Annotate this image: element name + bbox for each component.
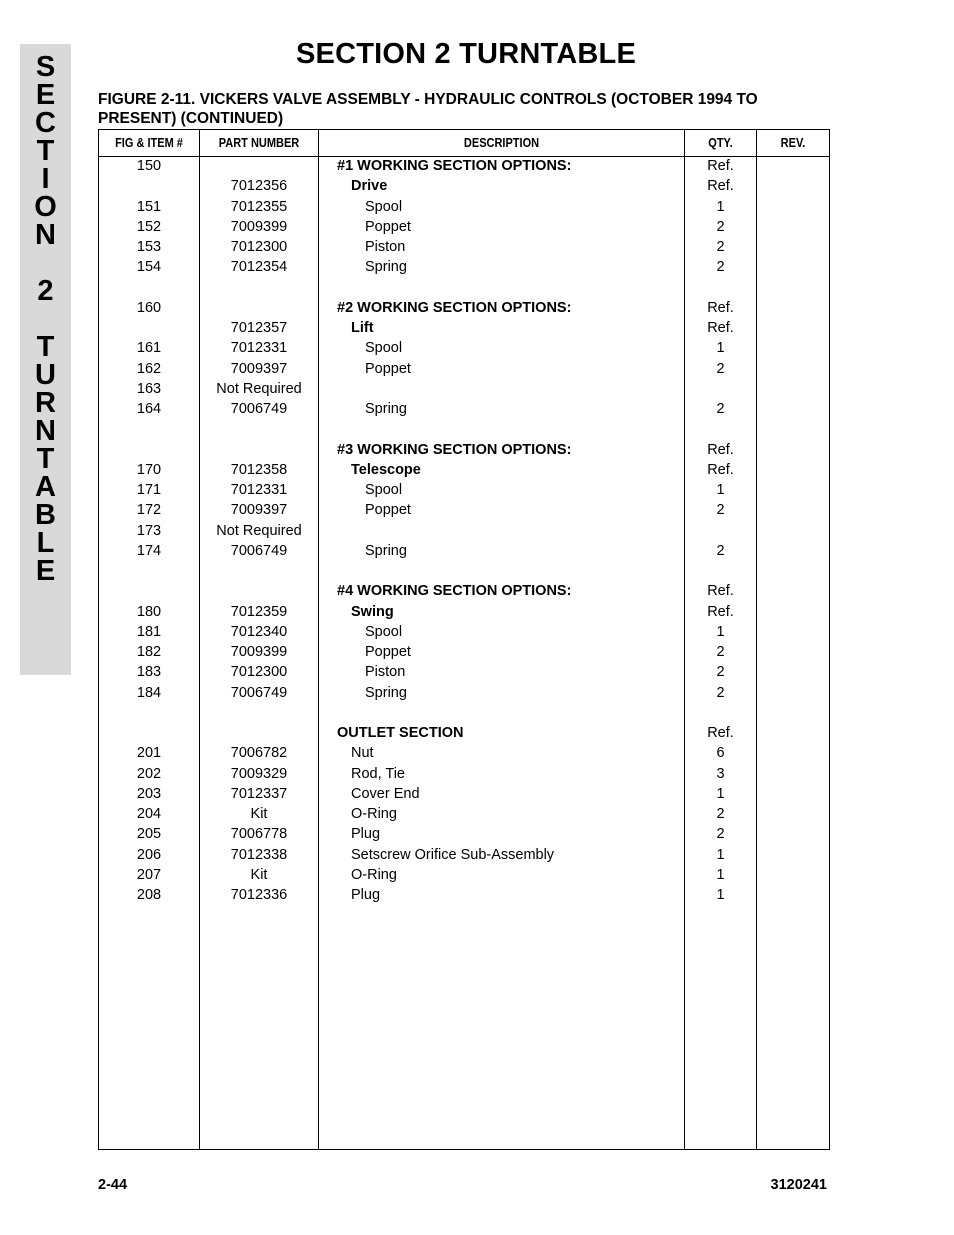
description-cell: Telescope	[351, 461, 421, 478]
table-row	[99, 723, 829, 743]
description-cell: Drive	[351, 178, 388, 195]
item-number-cell: 160	[136, 299, 162, 316]
table-row	[99, 662, 829, 682]
part-number-cell: 7009397	[230, 502, 288, 519]
table-row	[99, 500, 829, 520]
description-cell: Spring	[365, 542, 407, 559]
description-cell: Spool	[365, 340, 403, 357]
table-row	[99, 581, 829, 601]
part-number-cell: 7009329	[230, 765, 288, 782]
description-cell: #2 WORKING SECTION OPTIONS:	[337, 299, 572, 316]
description-cell: OUTLET SECTION	[337, 725, 464, 741]
part-number-cell: Not Required	[216, 522, 302, 539]
side-tab-letter: C	[35, 107, 56, 139]
qty-cell: Ref.	[707, 320, 734, 336]
description-cell: Spool	[365, 623, 403, 640]
side-tab-letter: A	[35, 471, 56, 503]
description-cell: Nut	[351, 745, 374, 762]
table-row	[99, 784, 829, 804]
description-cell: Spring	[365, 684, 407, 701]
qty-cell: Ref.	[707, 603, 734, 620]
table-row	[99, 257, 829, 277]
side-tab-letter: U	[35, 359, 56, 391]
table-row	[99, 399, 829, 419]
part-number-cell: Not Required	[216, 380, 302, 397]
qty-cell: 2	[716, 826, 725, 843]
table-row	[99, 460, 829, 480]
table-row	[99, 845, 829, 865]
qty-cell: 1	[716, 340, 725, 357]
item-number-cell: 152	[136, 218, 162, 235]
item-number-cell: 170	[136, 461, 162, 478]
side-tab-letter: S	[35, 51, 56, 83]
table-row	[99, 278, 829, 298]
item-number-cell: 208	[136, 887, 162, 903]
part-number-cell: 7009397	[230, 360, 288, 377]
table-row	[99, 379, 829, 399]
item-number-cell: 172	[136, 502, 162, 519]
table-row	[99, 541, 829, 561]
description-cell: Swing	[351, 603, 394, 620]
item-number-cell: 174	[136, 542, 162, 559]
part-number-cell: 7012340	[230, 623, 288, 640]
item-number-cell: 150	[136, 158, 162, 174]
parts-table	[98, 129, 830, 1150]
document-number: 3120241	[770, 1177, 827, 1193]
qty-cell: Ref.	[707, 583, 734, 600]
part-number-cell: 7012338	[230, 846, 288, 863]
description-cell: #4 WORKING SECTION OPTIONS:	[337, 583, 572, 600]
description-cell: Poppet	[365, 644, 411, 660]
qty-cell: Ref.	[707, 299, 734, 316]
qty-cell: 2	[716, 806, 725, 822]
item-number-cell: 182	[136, 644, 162, 660]
description-cell: Poppet	[365, 360, 411, 377]
qty-cell: Ref.	[707, 158, 734, 174]
item-number-cell: 207	[136, 866, 162, 883]
table-row	[99, 804, 829, 824]
qty-cell: 2	[716, 239, 725, 255]
description-cell: Poppet	[365, 218, 411, 235]
part-number-cell: 7009399	[230, 644, 288, 660]
table-row	[99, 865, 829, 885]
qty-cell: 1	[716, 623, 725, 640]
table-row	[99, 176, 829, 196]
description-cell: Cover End	[351, 785, 420, 802]
item-number-cell: 183	[136, 664, 162, 681]
item-number-cell: 162	[136, 360, 162, 377]
qty-cell: 1	[716, 482, 725, 498]
part-number-cell: Kit	[250, 866, 268, 883]
description-cell: Poppet	[365, 502, 411, 519]
column-header-qty: QTY.	[708, 136, 733, 150]
side-tab-letter: 2	[37, 275, 54, 307]
item-number-cell: 204	[136, 806, 162, 822]
item-number-cell: 202	[136, 765, 162, 782]
page-number: 2-44	[98, 1177, 128, 1193]
qty-cell: 2	[716, 502, 725, 519]
side-tab-letter: R	[35, 387, 56, 419]
table-row	[99, 318, 829, 338]
side-tab-letter: B	[35, 499, 56, 531]
description-cell: Spring	[365, 259, 407, 276]
description-cell: Lift	[351, 320, 374, 336]
side-tab-letter: L	[36, 527, 55, 559]
part-number-cell: 7006749	[230, 684, 288, 701]
item-number-cell: 151	[136, 198, 162, 215]
description-cell: Spring	[365, 401, 407, 417]
qty-cell: 2	[716, 401, 725, 417]
description-cell: Plug	[351, 826, 381, 843]
qty-cell: 2	[716, 684, 725, 701]
item-number-cell: 154	[136, 259, 162, 276]
description-cell: Setscrew Orifice Sub-Assembly	[351, 846, 555, 863]
part-number-cell: 7006749	[230, 542, 288, 559]
side-tab-letter: E	[35, 555, 56, 587]
part-number-cell: 7012358	[230, 461, 288, 478]
table-row	[99, 419, 829, 439]
figure-title: FIGURE 2-11. VICKERS VALVE ASSEMBLY - HYDRAULIC CONTROLS (OCTOBER 1994 TO PRESENT) (CONTINUED)	[98, 91, 758, 127]
part-number-cell: Kit	[250, 806, 268, 822]
qty-cell: 2	[716, 542, 725, 559]
table-row	[99, 885, 829, 905]
table-row	[99, 156, 829, 176]
qty-cell: 1	[716, 785, 725, 802]
item-number-cell: 161	[136, 340, 162, 357]
description-cell: Plug	[351, 887, 381, 903]
qty-cell: Ref.	[707, 441, 734, 458]
part-number-cell: 7006782	[230, 745, 288, 762]
side-tab-letter: T	[36, 331, 55, 363]
qty-cell: 1	[716, 198, 725, 215]
table-row	[99, 561, 829, 581]
table-row	[99, 824, 829, 844]
description-cell: #3 WORKING SECTION OPTIONS:	[337, 441, 572, 458]
item-number-cell: 205	[136, 826, 162, 843]
qty-cell: 2	[716, 664, 725, 681]
table-row	[99, 743, 829, 763]
item-number-cell: 203	[136, 785, 162, 802]
table-row	[99, 338, 829, 358]
part-number-cell: 7012356	[230, 178, 288, 195]
side-tab-letter: N	[35, 415, 56, 447]
table-row	[99, 521, 829, 541]
qty-cell: 2	[716, 360, 725, 377]
item-number-cell: 171	[136, 482, 162, 498]
part-number-cell: 7006778	[230, 826, 288, 843]
table-row	[99, 480, 829, 500]
part-number-cell: 7012357	[230, 320, 288, 336]
qty-cell: 1	[716, 887, 725, 903]
part-number-cell: 7012331	[230, 340, 288, 357]
table-row	[99, 298, 829, 318]
table-row	[99, 642, 829, 662]
table-row	[99, 237, 829, 257]
column-header-part-number: PART NUMBER	[218, 136, 300, 150]
page-title: SECTION 2 TURNTABLE	[296, 38, 636, 70]
part-number-cell: 7006749	[230, 401, 288, 417]
qty-cell: 2	[716, 259, 725, 276]
item-number-cell: 164	[136, 401, 162, 417]
description-cell: O-Ring	[351, 806, 397, 822]
part-number-cell: 7012337	[230, 785, 288, 802]
item-number-cell: 184	[136, 684, 162, 701]
qty-cell: Ref.	[707, 461, 734, 478]
description-cell: #1 WORKING SECTION OPTIONS:	[337, 158, 572, 174]
item-number-cell: 206	[136, 846, 162, 863]
column-header-item: FIG & ITEM #	[115, 136, 183, 150]
table-row	[99, 217, 829, 237]
table-row	[99, 764, 829, 784]
item-number-cell: 153	[136, 239, 162, 255]
qty-cell: 1	[716, 846, 725, 863]
table-row	[99, 197, 829, 217]
part-number-cell: 7012336	[230, 887, 288, 903]
column-header-description: DESCRIPTION	[463, 136, 540, 150]
description-cell: Rod, Tie	[351, 765, 405, 782]
part-number-cell: 7012331	[230, 482, 288, 498]
part-number-cell: 7012300	[230, 664, 288, 681]
item-number-cell: 163	[136, 380, 162, 397]
qty-cell: Ref.	[707, 725, 734, 741]
description-cell: Piston	[365, 664, 406, 681]
side-tab-letter: O	[34, 191, 57, 223]
side-tab-letter: N	[35, 219, 56, 251]
part-number-cell: 7009399	[230, 218, 288, 235]
table-row	[99, 683, 829, 703]
part-number-cell: 7012359	[230, 603, 288, 620]
item-number-cell: 173	[136, 522, 162, 539]
qty-cell: 2	[716, 644, 725, 660]
qty-cell: 1	[716, 866, 725, 883]
qty-cell: 2	[716, 218, 725, 235]
table-row	[99, 359, 829, 379]
description-cell: O-Ring	[351, 866, 397, 883]
column-header-rev: REV.	[780, 136, 806, 150]
qty-cell: Ref.	[707, 178, 734, 195]
side-tab-letter: I	[41, 163, 50, 195]
part-number-cell: 7012300	[230, 239, 288, 255]
table-row	[99, 703, 829, 723]
description-cell: Spool	[365, 482, 403, 498]
description-cell: Spool	[365, 198, 403, 215]
table-row	[99, 602, 829, 622]
part-number-cell: 7012355	[230, 198, 288, 215]
part-number-cell: 7012354	[230, 259, 288, 276]
description-cell: Piston	[365, 239, 406, 255]
side-tab-letter: T	[36, 135, 55, 167]
side-tab-letter: E	[35, 79, 56, 111]
section-side-tab	[20, 44, 71, 675]
item-number-cell: 201	[136, 745, 162, 762]
qty-cell: 6	[716, 745, 725, 762]
item-number-cell: 181	[136, 623, 162, 640]
side-tab-letter: T	[36, 443, 55, 475]
table-row	[99, 440, 829, 460]
qty-cell: 3	[716, 765, 725, 782]
table-row	[99, 622, 829, 642]
item-number-cell: 180	[136, 603, 162, 620]
